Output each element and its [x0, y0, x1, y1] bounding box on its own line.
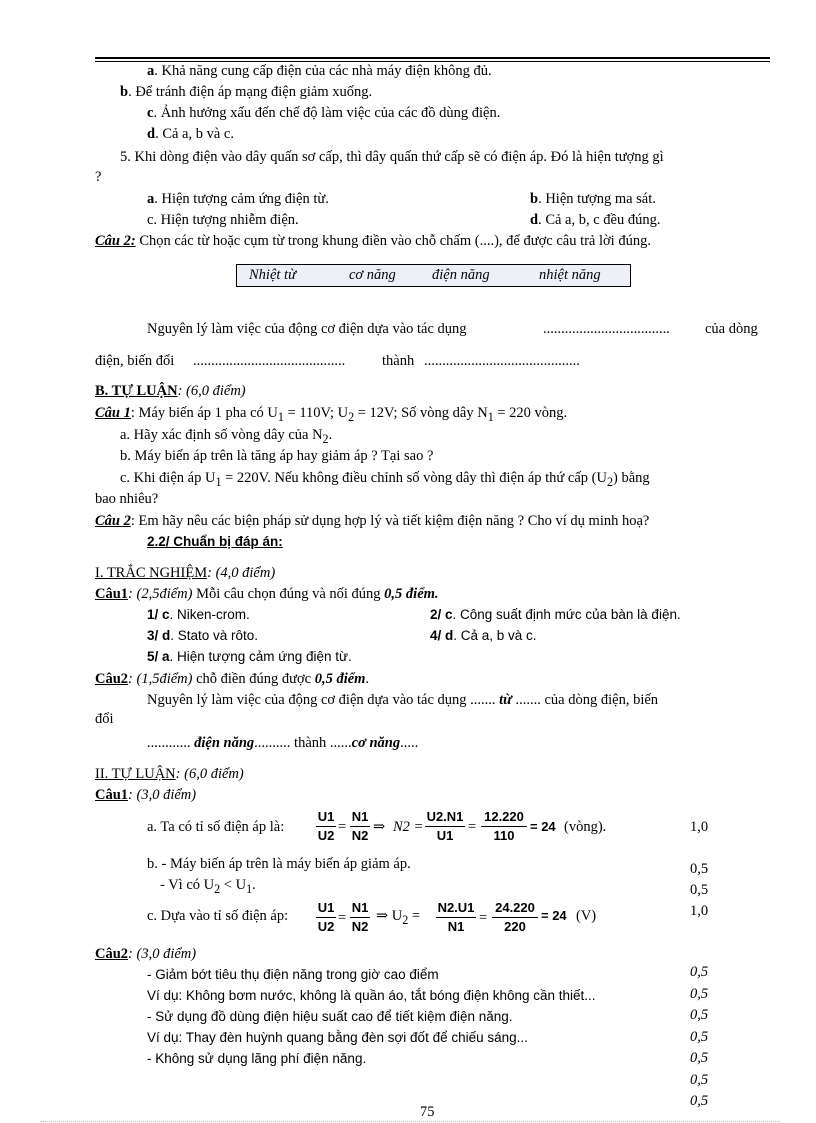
fill-line-2-mid: thành [382, 353, 415, 369]
mc-answers-heading: I. TRẮC NGHIỆM: (4,0 điểm) [95, 565, 276, 581]
q4-option-d: d. Cả a, b và c. [147, 126, 234, 142]
item-score: 0,5 [690, 1007, 709, 1023]
answer-row-5: 5/ a. Hiện tượng cảm ứng điện từ. [147, 649, 352, 664]
fill-answer-line-2: ............ điện năng.......... thành ......cơ năng..... [147, 735, 419, 751]
word-option: nhiệt năng [539, 267, 601, 283]
essay-answer-item: Ví dụ: Thay đèn huỳnh quang bằng đèn sợi đốt để chiếu sáng... [147, 1030, 528, 1045]
frac-n2u1-n1: N2.U1 N1 [437, 900, 475, 934]
fill-answers-heading: Câu2: (1,5điểm) chỗ điền đúng được 0,5 điểm. [95, 671, 370, 687]
frac-12x220-110: 12.220 110 [481, 809, 527, 844]
item-score: 0,5 [690, 1029, 709, 1045]
unit-a: (vòng). [564, 819, 607, 835]
fill-answer-line-1: Nguyên lý làm việc của động cơ điện dựa vào tác dụng ....... từ ....... của dòng điện, biến [147, 692, 659, 708]
essay-answer-b: b. - Máy biến áp trên là máy biến áp giảm áp. [147, 856, 411, 872]
mc-answers-q1: Câu1: (2,5điểm) Mỗi câu chọn đúng và nối đúng 0,5 điểm. [95, 586, 439, 602]
equals-sign: = [338, 910, 347, 926]
q5-option-a: a. Hiện tượng cảm ứng điện từ. [147, 191, 329, 207]
essay-q1-c-cont: bao nhiêu? [95, 491, 159, 507]
essay-q1: Câu 1: Máy biến áp 1 pha có $U_1 = 110V$; $U_2 = 12V$; Số vòng dây $N_1 = 220$ vòng. [95, 405, 568, 424]
essay-answer-item: - Sử dụng đồ dùng điện hiệu suất cao để tiết kiệm điện năng. [147, 1009, 513, 1024]
q4-option-a: a. Khả năng cung cấp điện của các nhà máy điện không đủ. [147, 63, 492, 79]
frac-u1-u2: U1 U2 [317, 809, 335, 843]
answers-heading: 2.2/ Chuẩn bị đáp án: [147, 534, 283, 549]
answer-row-3: 3/ d. Stato và rôto. [147, 628, 259, 643]
fill-line-1-start: Nguyên lý làm việc của động cơ điện dựa vào tác dụng [147, 321, 467, 337]
fill-line-2-start: điện, biến đổi [95, 353, 175, 369]
frac-24x220-220: 24.220 220 [492, 900, 538, 935]
u2-label: ⇒ $U_2$ = [376, 908, 421, 927]
frac-u1-u2: U1 U2 [317, 900, 335, 934]
fill-line-1-end: của dòng [705, 321, 758, 337]
score-c: 1,0 [690, 903, 709, 919]
score-a: 1,0 [690, 819, 709, 835]
essay-answer-item: - Giảm bớt tiêu thụ điện năng trong giờ cao điểm [147, 967, 439, 982]
q5-text-cont: ? [95, 169, 102, 185]
q5-text: 5. Khi dòng điện vào dây quấn sơ cấp, thì dây quấn thứ cấp sẽ có điện áp. Đó là hiện tượng gì [120, 149, 664, 165]
result-a: = 24 [530, 819, 556, 834]
fill-blank-2: .......................................... [193, 353, 346, 369]
implies-sign: ⇒ [373, 819, 386, 835]
answer-row-1: 1/ c. Niken-crom. [147, 607, 250, 622]
fill-blank-3: ........................................... [424, 353, 580, 369]
equals-sign: = [338, 819, 347, 835]
essay-answer-q2-heading: Câu2: (3,0 điểm) [95, 946, 197, 962]
answer-row-4: 4/ d. Cả a, b và c. [430, 628, 537, 643]
essay-answer-q1-heading: Câu1: (3,0 điểm) [95, 787, 197, 803]
item-score: 0,5 [690, 1072, 709, 1088]
item-score: 0,5 [690, 1050, 709, 1066]
q5-option-c: c. Hiện tượng nhiễm điện. [147, 212, 299, 228]
cau2-prompt: Câu 2: Chọn các từ hoặc cụm từ trong khung điền vào chỗ chấm (....), để được câu trả lời đúng. [95, 233, 651, 249]
word-option: Nhiệt từ [249, 267, 296, 283]
item-score: 0,5 [690, 986, 709, 1002]
word-box [236, 264, 631, 287]
item-score: 0,5 [690, 1093, 709, 1109]
essay-q1-a: a. Hãy xác định số vòng dây của $N_2$. [120, 427, 333, 446]
equals-sign: = [479, 910, 488, 926]
q4-option-b: b. Để tránh điện áp mạng điện giảm xuống. [120, 84, 373, 100]
formula-c-text: c. Dựa vào tỉ số điện áp: [147, 908, 289, 924]
q5-option-b: b. Hiện tượng ma sát. [530, 191, 656, 207]
page-number: 75 [420, 1104, 435, 1120]
q5-option-d: d. Cả a, b, c đều đúng. [530, 212, 661, 228]
header-rule-thick [95, 57, 770, 59]
frac-n1-n2: N1 N2 [351, 809, 369, 843]
essay-answer-item: Ví dụ: Không bơm nước, không là quần áo, tắt bóng điện không cần thiết... [147, 988, 596, 1003]
formula-a-text: a. Ta có tỉ số điện áp là: [147, 819, 285, 835]
item-score: 0,5 [690, 964, 709, 980]
essay-q1-c: c. Khi điện áp $U_1 = 220V$. Nếu không điều chỉnh số vòng dây thì điện áp thứ cấp $(U_2)$ bằng [120, 470, 650, 489]
essay-q2: Câu 2: Em hãy nêu các biện pháp sử dụng hợp lý và tiết kiệm điện năng ? Cho ví dụ minh hoạ? [95, 513, 650, 529]
word-option: cơ năng [349, 267, 396, 283]
essay-answers-heading: II. TỰ LUẬN: (6,0 điểm) [95, 766, 244, 782]
score-b2: 0,5 [690, 882, 709, 898]
essay-section-heading: B. TỰ LUẬN: (6,0 điểm) [95, 383, 246, 399]
q4-option-c: c. Ảnh hưởng xấu đến chế độ làm việc của các đồ dùng điện. [147, 105, 501, 121]
unit-c: (V) [576, 908, 597, 924]
frac-n1-n2: N1 N2 [351, 900, 369, 934]
essay-answer-b-reason: - Vì có $U_2 < U_1$. [160, 877, 256, 896]
fill-answer-line-1-cont: đổi [95, 711, 114, 727]
essay-answer-item: - Không sử dụng lãng phí điện năng. [147, 1051, 367, 1066]
equals-sign: = [468, 819, 477, 835]
n2-label: N2 = [393, 819, 424, 835]
essay-q1-b: b. Máy biến áp trên là tăng áp hay giảm áp ? Tại sao ? [120, 448, 434, 464]
word-option: điện năng [432, 267, 490, 283]
answer-row-2: 2/ c. Công suất định mức của bàn là điện. [430, 607, 681, 622]
result-c: = 24 [541, 908, 567, 923]
frac-u2n1-u1: U2.N1 U1 [426, 809, 464, 843]
fill-blank-1: ................................... [543, 321, 670, 337]
score-b1: 0,5 [690, 861, 709, 877]
